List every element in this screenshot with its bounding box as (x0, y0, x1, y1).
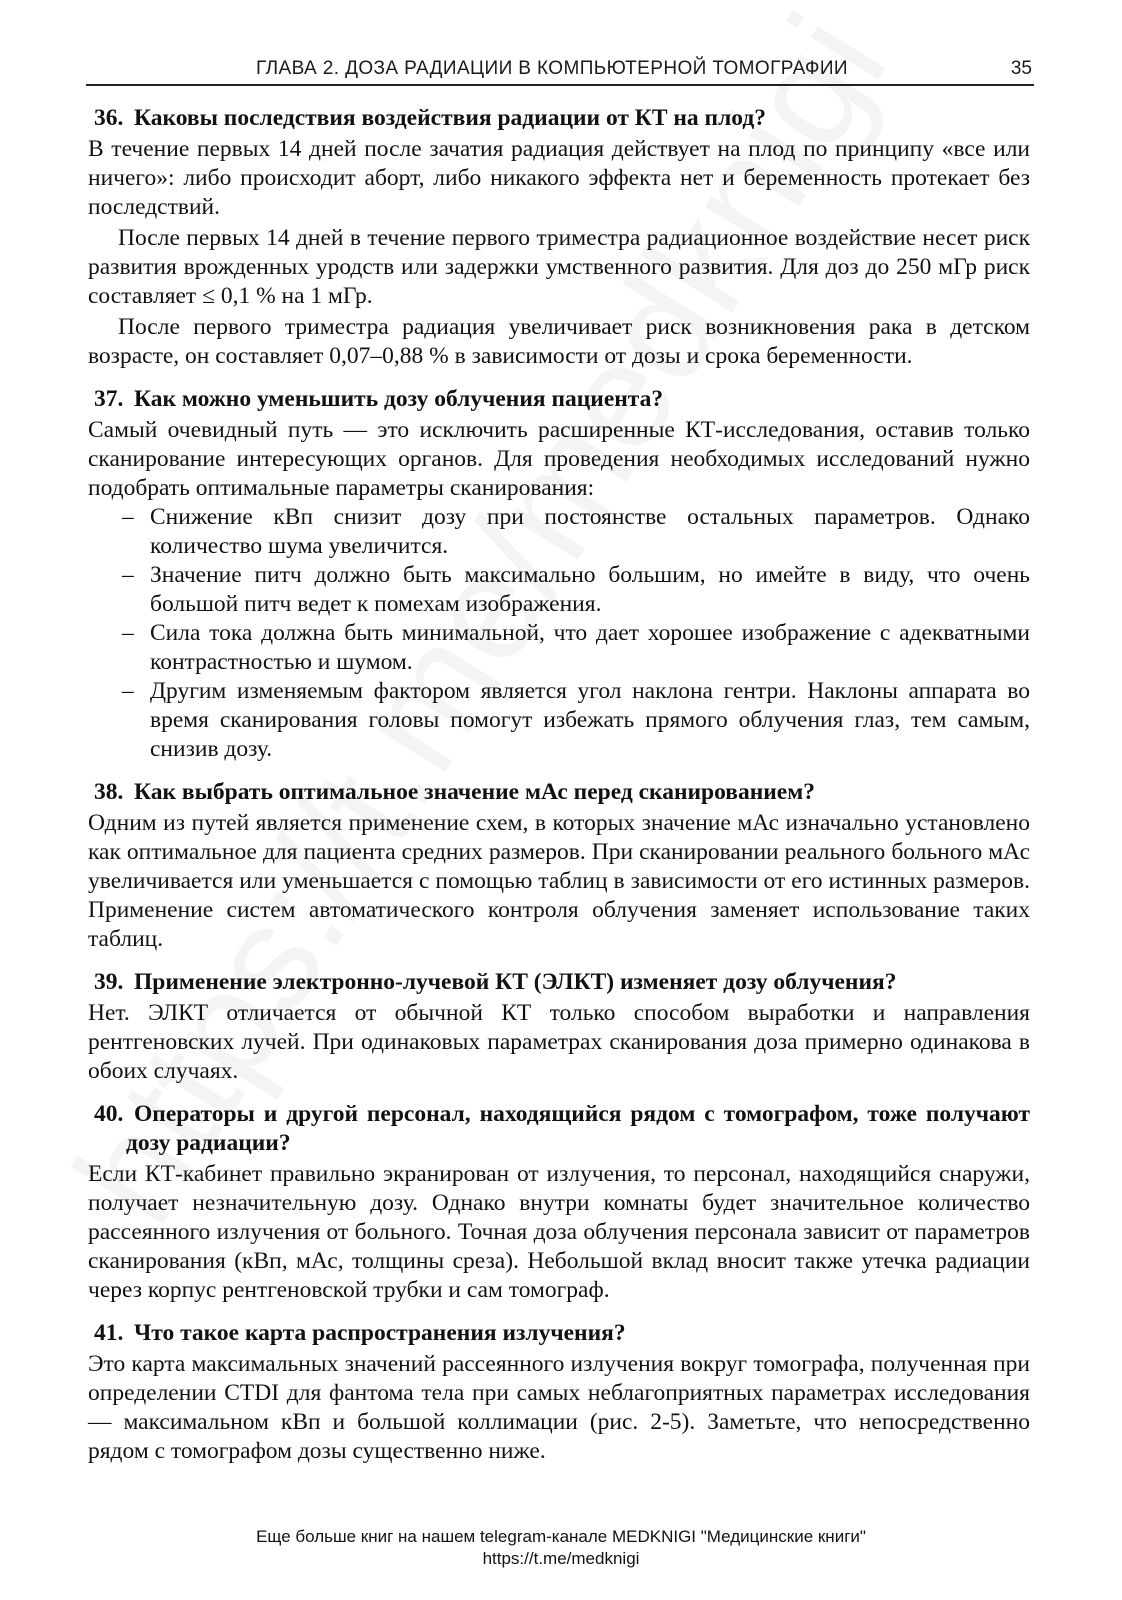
question-heading (94, 968, 1030, 997)
list-item (122, 561, 1030, 619)
footer-link[interactable]: https://t.me/medknigi (482, 1549, 640, 1568)
dash-bullet: – (122, 678, 134, 704)
list-item-text: Сила тока должна быть минимальной, что дает хорошее изображение с адекватными контрастностью и шумом. (150, 620, 1030, 675)
footer (0, 1526, 1122, 1570)
question-number: 37. (94, 386, 124, 412)
question-number: 38. (94, 779, 124, 805)
section-36 (88, 104, 1030, 371)
running-header (86, 54, 1034, 86)
page-number: 35 (1010, 58, 1032, 79)
question-heading (94, 778, 1030, 807)
question-text: Как выбрать оптимальное значение мАс перед сканированием? (134, 779, 815, 805)
section-41 (88, 1319, 1030, 1466)
page-content (88, 104, 1030, 1480)
question-number: 39. (94, 969, 124, 995)
paragraph: После первого триместра радиация увеличивает риск возникновения рака в детском возрасте, он составляет 0,07–0,88 % в зависимости от дозы и срока беременности. (88, 314, 1030, 369)
dash-bullet: – (122, 562, 134, 588)
list-item (122, 619, 1030, 677)
dash-bullet: – (122, 620, 134, 646)
section-37 (88, 385, 1030, 764)
question-number: 40. (94, 1101, 124, 1127)
paragraph: В течение первых 14 дней после зачатия радиация действует на плод по принципу «все или ничего»: либо происходит аборт, либо никакого эффекта нет и беременность протекает без последствий. (88, 136, 1030, 220)
question-heading (94, 1100, 1030, 1158)
question-number: 36. (94, 105, 124, 131)
paragraph: Нет. ЭЛКТ отличается от обычной КТ только способом выработки и направления рентгеновских лучей. При одинаковых параметрах сканирования доза примерно одинакова в обоих случаях. (88, 1000, 1030, 1084)
section-38 (88, 778, 1030, 954)
paragraph: После первых 14 дней в течение первого триместра радиационное воздействие несет риск развития врожденных уродств или задержки умственного развития. Для доз до 250 мГр риск составляет ≤ 0,1 % на 1 мГр. (88, 225, 1030, 309)
list-item (122, 503, 1030, 561)
list-item-text: Снижение кВп снизит дозу при постоянстве остальных параметров. Однако количество шума увеличится. (150, 504, 1030, 559)
footer-promo-text: Еще больше книг на нашем telegram-канале MEDKNIGI "Медицинские книги" (256, 1527, 866, 1546)
list-item-text: Значение питч должно быть максимально большим, но имейте в виду, что очень большой питч ведет к помехам изображения. (150, 562, 1030, 617)
section-39 (88, 968, 1030, 1086)
question-heading (94, 104, 1030, 133)
paragraph: Самый очевидный путь — это исключить расширенные КТ-исследования, оставив только сканирование интересующих органов. Для проведения необходимых исследований нужно подобрать оптимальные параметры сканирования: (88, 417, 1030, 501)
question-heading (94, 385, 1030, 414)
chapter-title: ГЛАВА 2. ДОЗА РАДИАЦИИ В КОМПЬЮТЕРНОЙ ТОМОГРАФИИ (256, 58, 848, 79)
dash-list (88, 503, 1030, 764)
section-40 (88, 1100, 1030, 1305)
paragraph: Одним из путей является применение схем, в которых значение мАс изначально установлено как оптимальное для пациента средних размеров. При сканировании реального больного мАс увеличивается или уменьшается с помощью таблиц в зависимости от его истинных размеров. Применение систем автоматического контроля облучения заменяет использование таких таблиц. (88, 810, 1030, 952)
question-heading (94, 1319, 1030, 1348)
question-text: Каковы последствия воздействия радиации от КТ на плод? (134, 105, 766, 131)
list-item-text: Другим изменяемым фактором является угол наклона гентри. Наклоны аппарата во время сканирования головы помогут избежать прямого облучения глаз, тем самым, снизив дозу. (150, 678, 1030, 762)
paragraph: Если КТ-кабинет правильно экранирован от излучения, то персонал, находящийся снаружи, получает незначительную дозу. Однако внутри комнаты будет значительное количество рассеянного излучения от больного. Точная доза облучения персонала зависит от параметров сканирования (кВп, мАс, толщины среза). Небольшой вклад вносит также утечка радиации через корпус рентгеновской трубки и сам томограф. (88, 1161, 1030, 1303)
question-text: Применение электронно-лучевой КТ (ЭЛКТ) изменяет дозу облучения? (134, 969, 897, 995)
question-text: Операторы и другой персонал, находящийся рядом с томографом, тоже получают дозу радиации? (126, 1101, 1030, 1156)
question-number: 41. (94, 1320, 124, 1346)
dash-bullet: – (122, 504, 134, 530)
question-text: Что такое карта распространения излучения? (134, 1320, 626, 1346)
paragraph: Это карта максимальных значений рассеянного излучения вокруг томографа, полученная при определении CTDI для фантома тела при самых неблагоприятных параметрах исследования — максимальном кВп и большой коллимации (рис. 2-5). Заметьте, что непосредственно рядом с томографом дозы существенно ниже. (88, 1351, 1030, 1464)
list-item (122, 677, 1030, 764)
question-text: Как можно уменьшить дозу облучения пациента? (134, 386, 664, 412)
